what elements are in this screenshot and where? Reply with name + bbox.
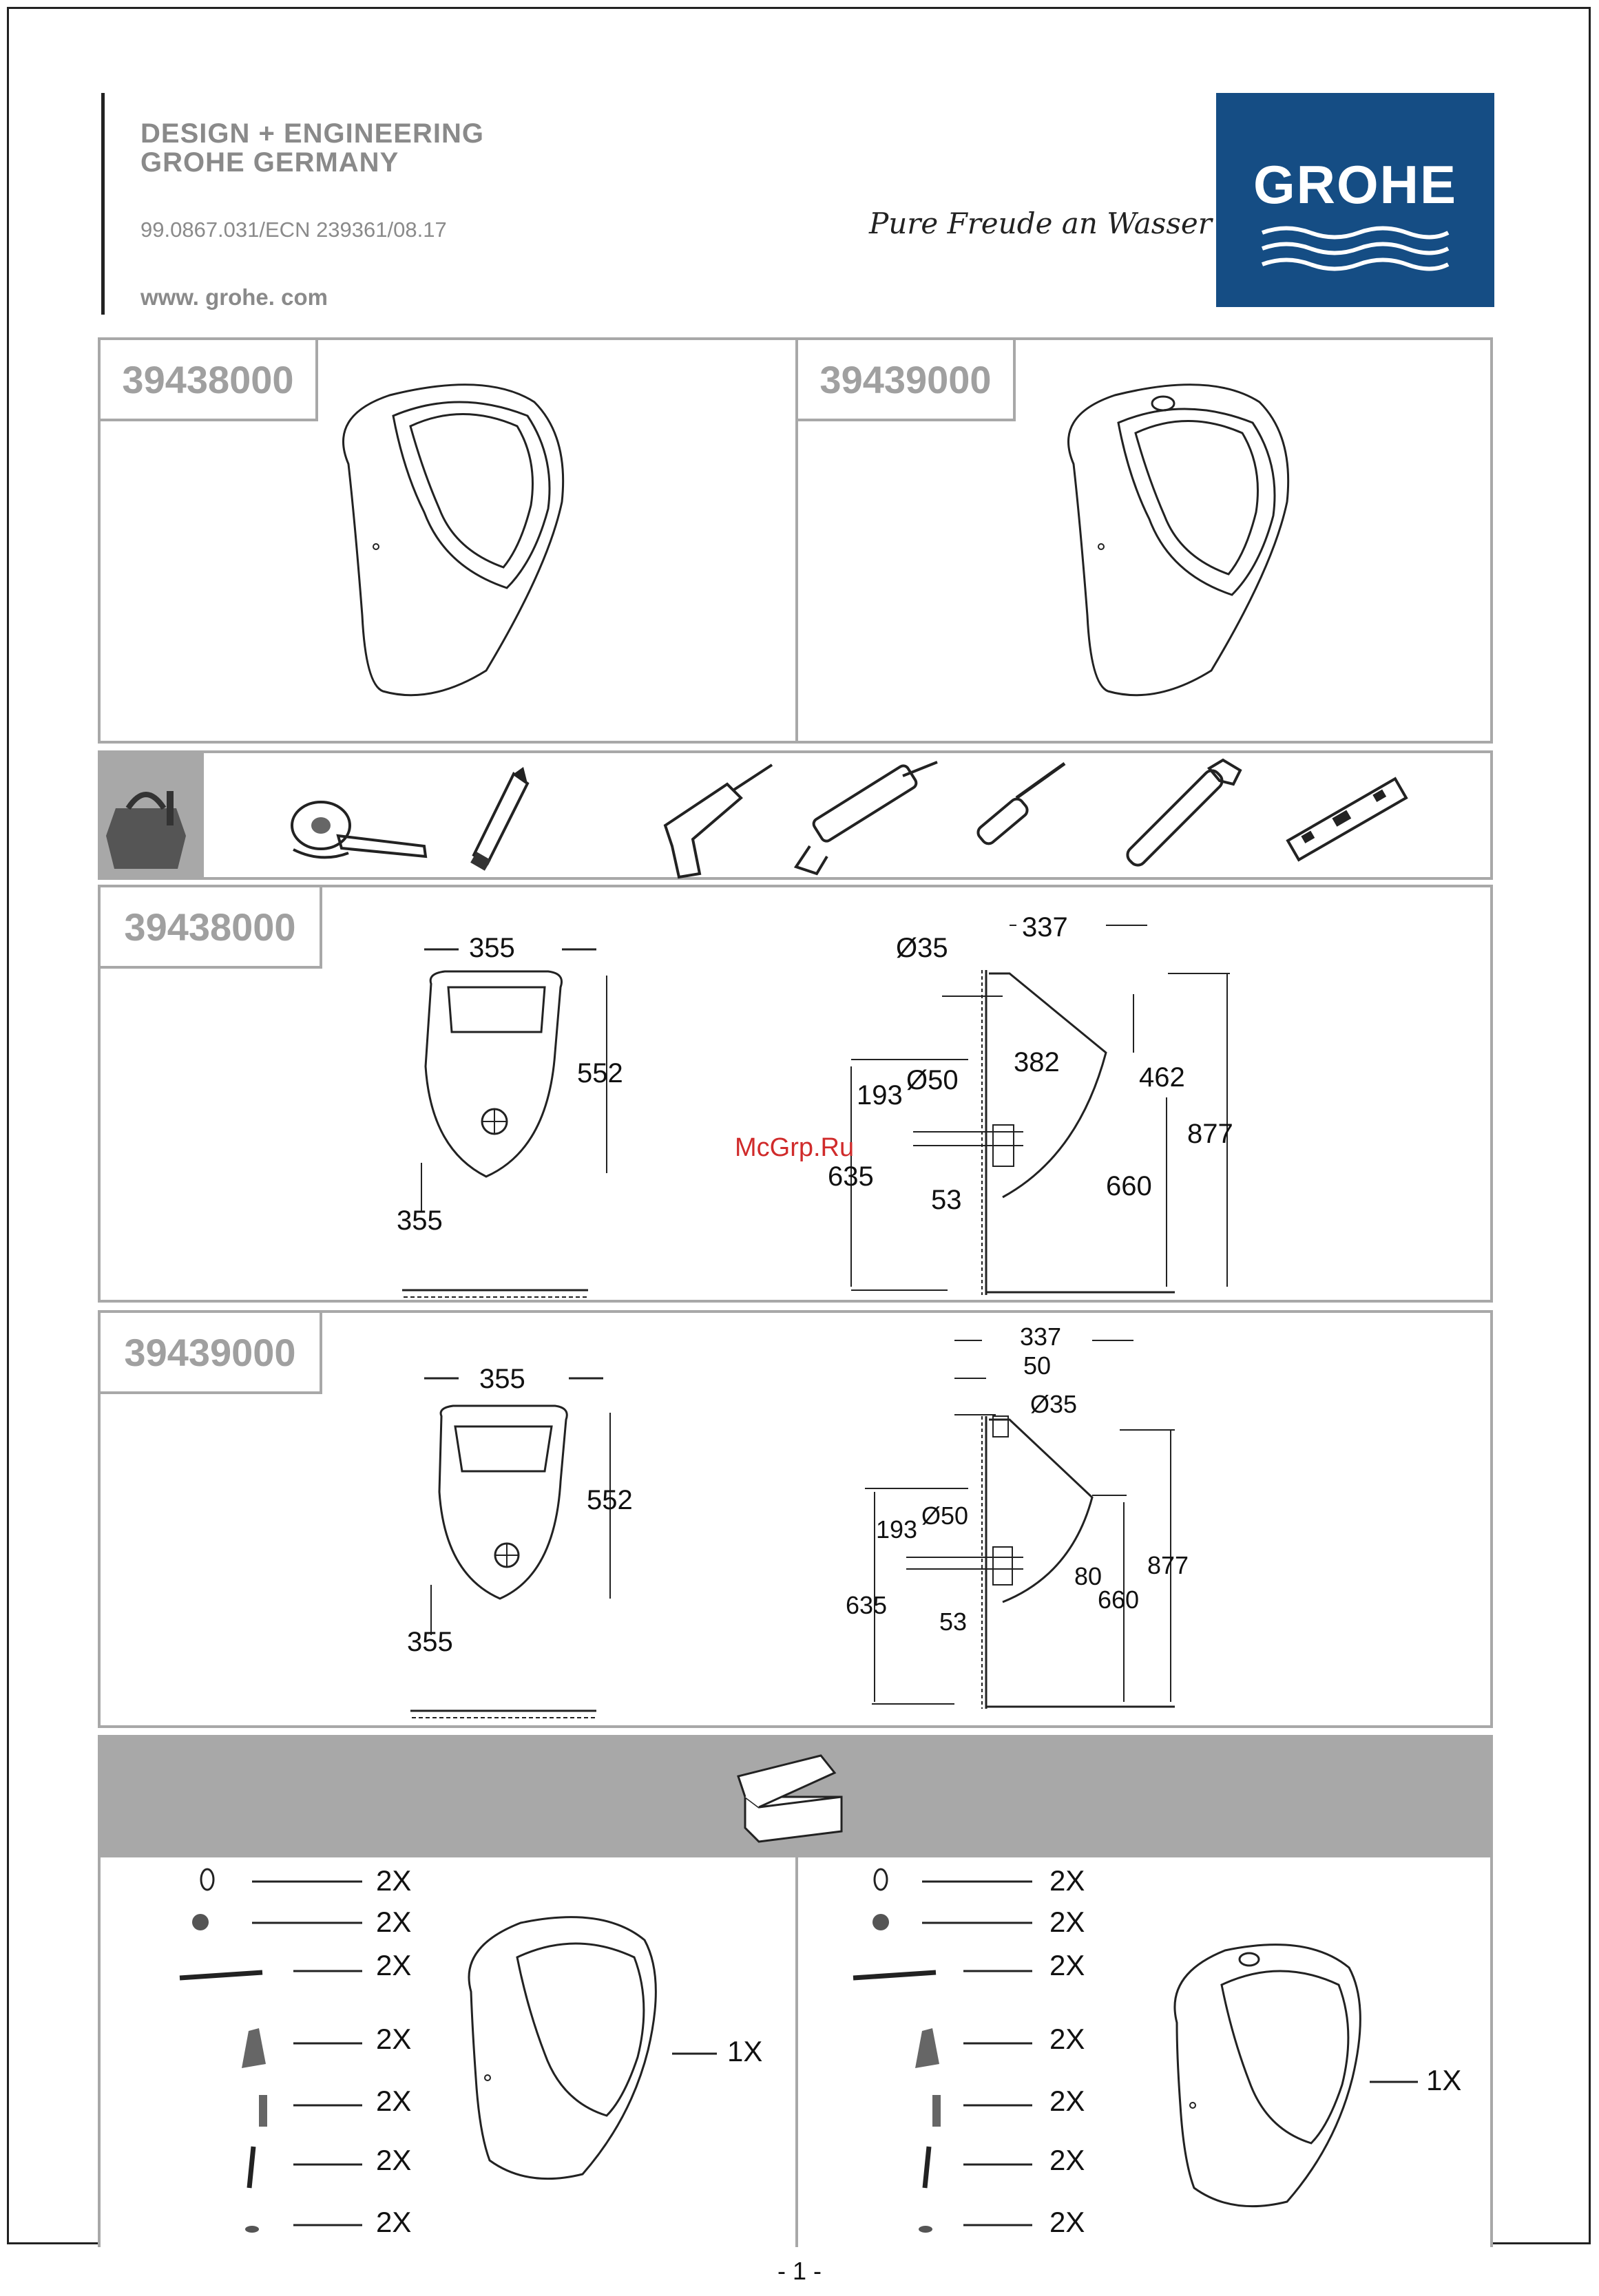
dim-193: 193 — [857, 1080, 903, 1110]
dimension-drawing-b — [101, 1313, 1496, 1731]
count-o-ring: 2X — [376, 1864, 412, 1897]
adjustable-wrench-icon — [1124, 760, 1240, 869]
pencil-icon — [470, 767, 527, 871]
page-number: - 1 - — [777, 2257, 822, 2285]
dim-front-height: 552 — [587, 1485, 633, 1515]
dim-462: 462 — [1139, 1062, 1185, 1093]
tools-strip — [101, 753, 1496, 883]
caulking-gun-icon — [796, 762, 937, 874]
urinal-illustration-b — [798, 340, 1496, 746]
dim-877: 877 — [1147, 1551, 1189, 1579]
package-panel-left — [98, 1855, 798, 2247]
dim-front-width: 355 — [469, 933, 515, 963]
dim-side-depth: 337 — [1020, 1323, 1062, 1351]
product-label-b: 39439000 — [795, 337, 1016, 421]
dimension-drawing-a — [101, 887, 1496, 1305]
package-box-icon — [98, 1735, 1493, 1857]
product-label-a: 39438000 — [98, 337, 318, 421]
header-design-engineering: DESIGN + ENGINEERING — [140, 118, 484, 149]
dim-635: 635 — [828, 1161, 874, 1192]
dim-53: 53 — [931, 1185, 962, 1215]
dim-660: 660 — [1098, 1586, 1140, 1614]
count-bolt: 2X — [376, 1949, 412, 1981]
product-panel-b — [795, 337, 1493, 744]
count-cap: 2X — [376, 1906, 412, 1938]
dim-53: 53 — [939, 1608, 968, 1636]
dimension-panel-b — [98, 1310, 1493, 1728]
dimension-label-a: 39438000 — [98, 885, 322, 969]
count-bracket: 2X — [1049, 2023, 1085, 2055]
dim-877: 877 — [1187, 1119, 1233, 1149]
dim-80: 80 — [1074, 1562, 1102, 1590]
count-o-ring: 2X — [1049, 1864, 1085, 1897]
website-link[interactable]: www. grohe. com — [140, 284, 328, 310]
count-dowel: 2X — [1049, 2085, 1085, 2117]
parts-list-left — [101, 1857, 801, 2250]
package-contents-band — [98, 1735, 1493, 1857]
count-urinal: 1X — [1426, 2064, 1462, 2096]
product-panel-a — [98, 337, 798, 744]
dimension-label-b: 39439000 — [98, 1310, 322, 1394]
grohe-logo — [1216, 93, 1494, 307]
drill-icon — [665, 765, 772, 877]
count-bolt: 2X — [1049, 1949, 1085, 1981]
dimension-panel-a — [98, 885, 1493, 1303]
dim-382: 382 — [1014, 1047, 1060, 1077]
dim-50: 50 — [1023, 1351, 1052, 1380]
dim-outlet-diameter: Ø50 — [921, 1502, 969, 1530]
parts-list-right — [798, 1857, 1496, 2250]
dim-front-height: 552 — [577, 1058, 623, 1088]
tools-panel — [98, 750, 1493, 880]
header-rule — [101, 93, 105, 315]
dim-front-width: 355 — [479, 1364, 525, 1394]
screwdriver-icon — [975, 763, 1065, 846]
package-panel-right — [795, 1855, 1493, 2247]
count-cap: 2X — [1049, 1906, 1085, 1938]
urinal-illustration-a — [101, 340, 801, 746]
spirit-level-icon — [1288, 779, 1406, 860]
count-dowel: 2X — [376, 2085, 412, 2117]
dim-side-depth: 337 — [1022, 912, 1068, 942]
dim-front-floor: 355 — [407, 1627, 453, 1657]
slogan: Pure Freude an Wasser — [869, 207, 1212, 240]
count-washer: 2X — [1049, 2206, 1085, 2238]
count-screw: 2X — [1049, 2144, 1085, 2176]
dim-660: 660 — [1106, 1171, 1152, 1201]
count-urinal: 1X — [727, 2035, 763, 2067]
measuring-tape-icon — [292, 802, 426, 857]
dim-inlet-diameter: Ø35 — [896, 933, 948, 963]
header-grohe-germany: GROHE GERMANY — [140, 147, 399, 178]
tool-bag-icon — [106, 791, 186, 869]
watermark: McGrp.Ru — [735, 1133, 855, 1162]
dim-193: 193 — [876, 1515, 918, 1544]
count-bracket: 2X — [376, 2023, 412, 2055]
dim-inlet-diameter: Ø35 — [1030, 1390, 1078, 1418]
dim-front-floor: 355 — [397, 1205, 443, 1236]
dim-outlet-diameter: Ø50 — [906, 1065, 959, 1095]
dim-635: 635 — [846, 1591, 888, 1619]
count-washer: 2X — [376, 2206, 412, 2238]
logo-text: GROHE — [1253, 154, 1458, 215]
logo-waves-icon — [1259, 222, 1452, 277]
count-screw: 2X — [376, 2144, 412, 2176]
document-code: 99.0867.031/ECN 239361/08.17 — [140, 218, 447, 242]
